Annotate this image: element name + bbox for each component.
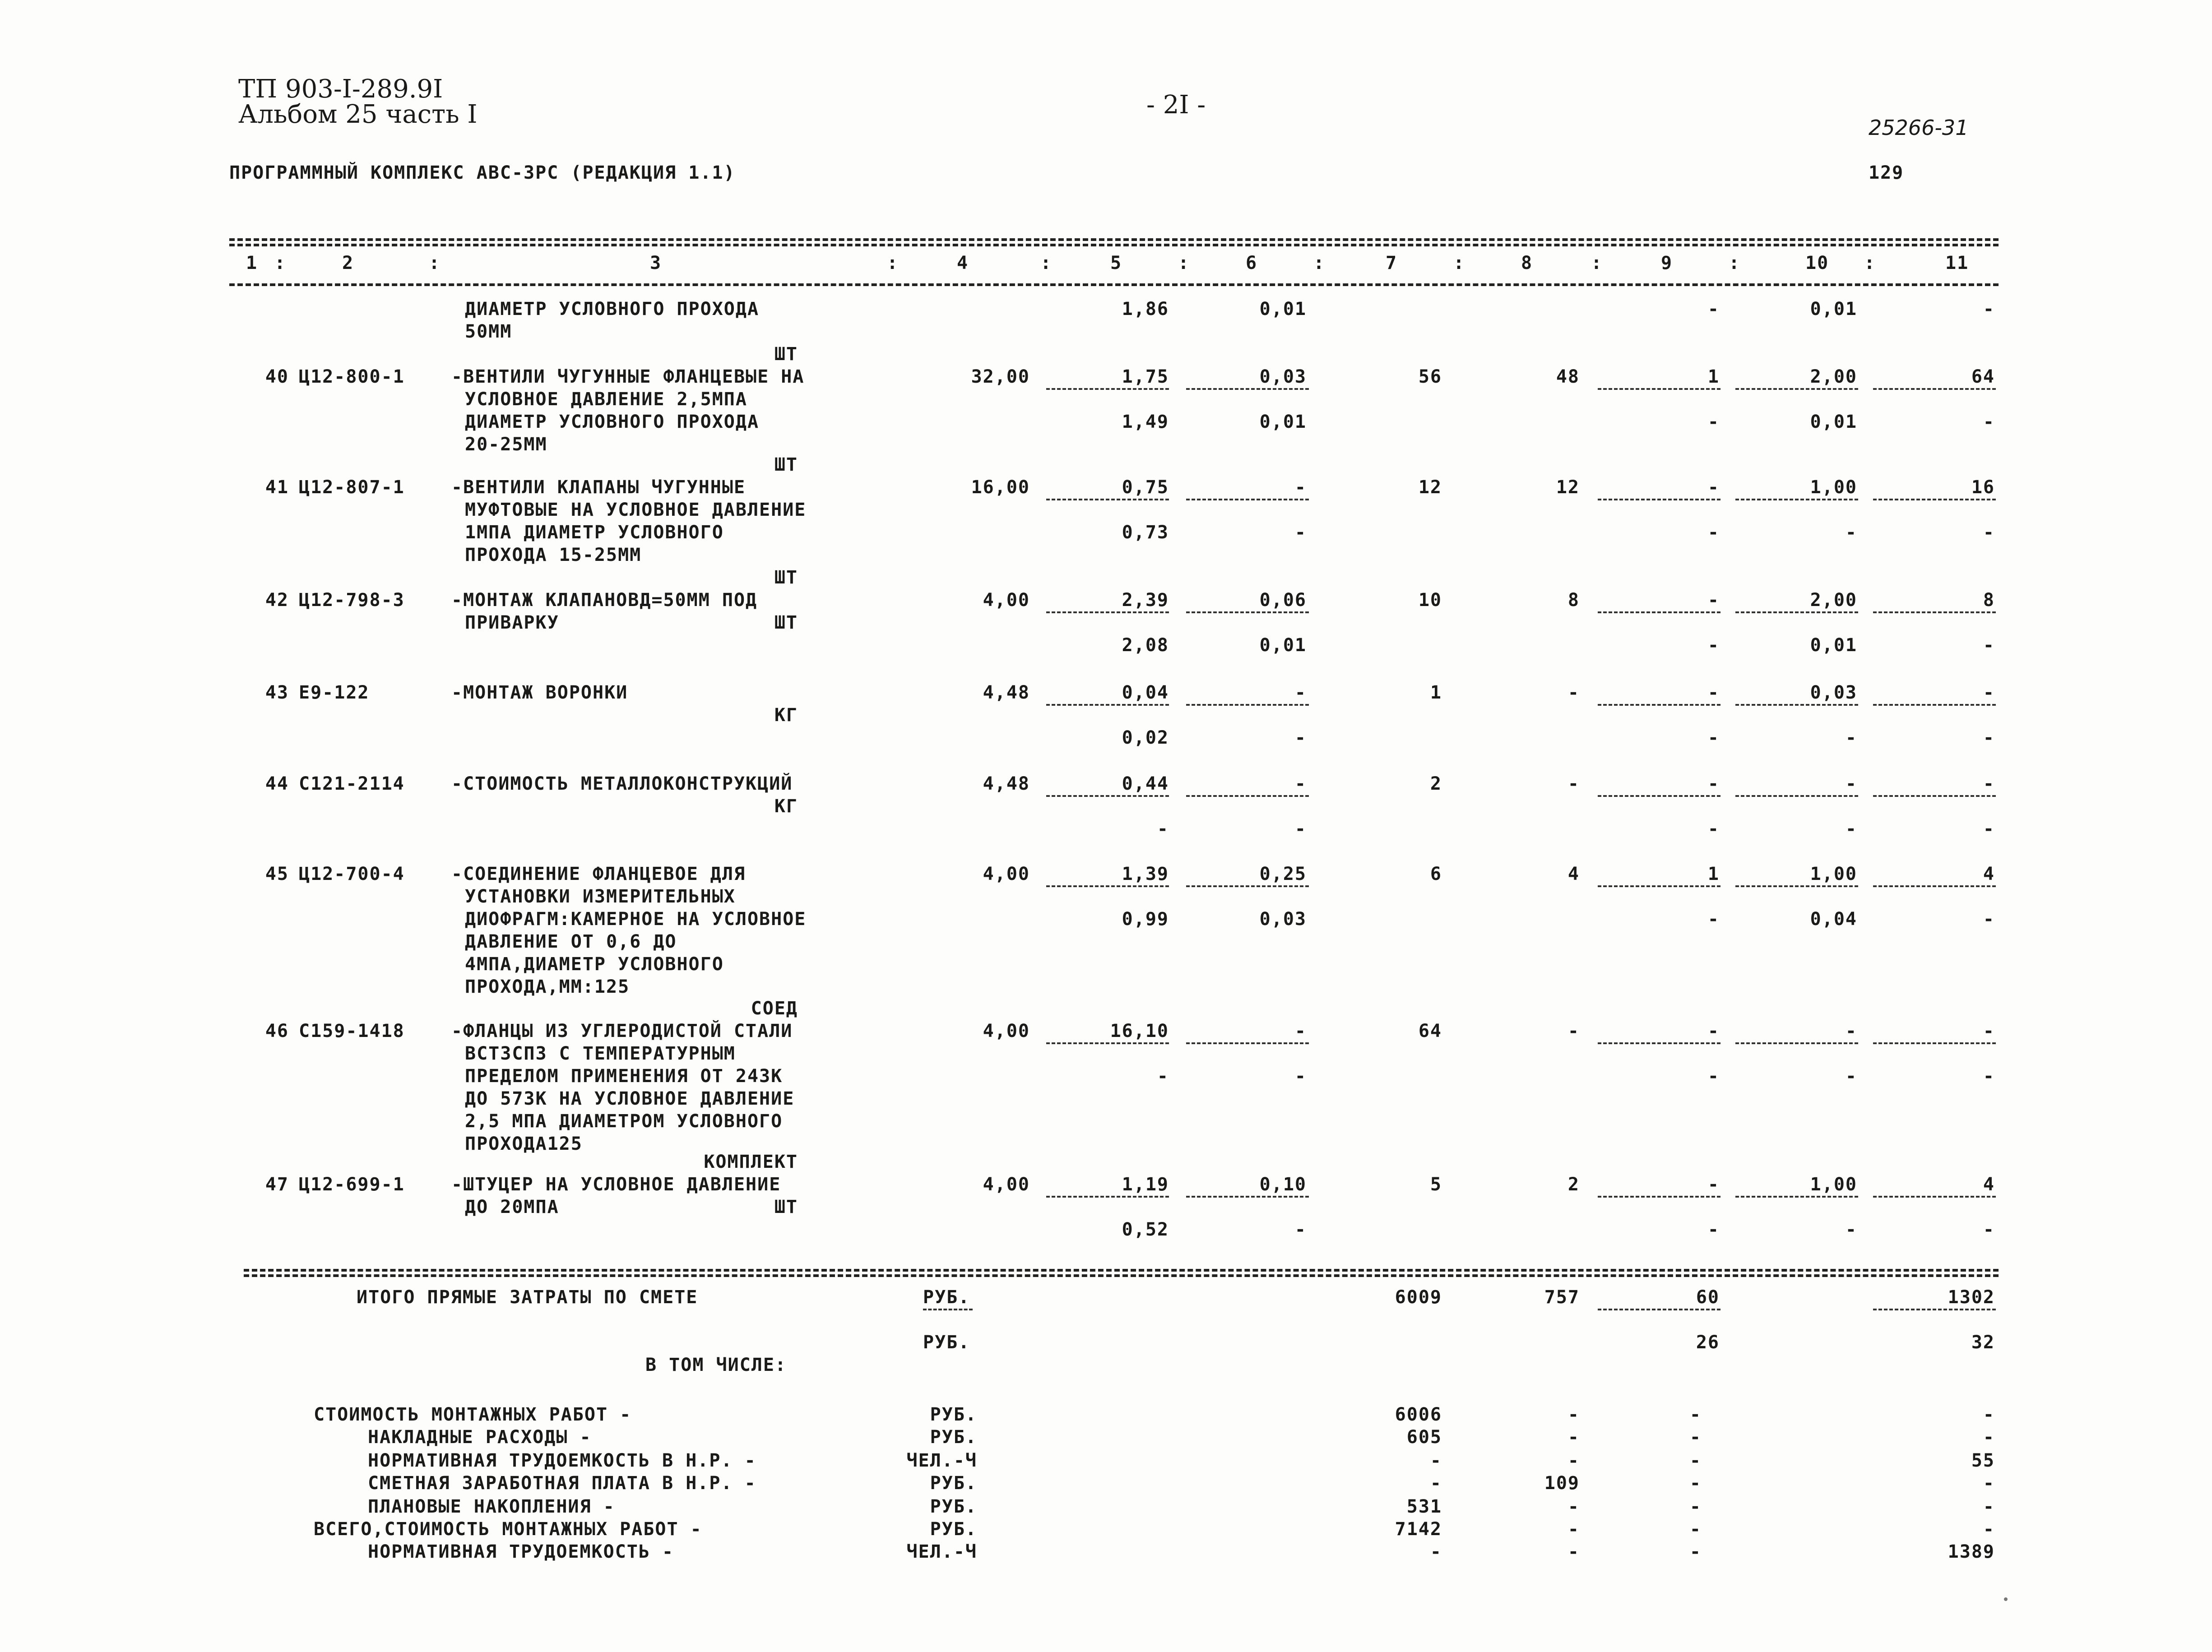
summary-col7: 7142 xyxy=(1395,1519,1442,1540)
column-header-10: 10 xyxy=(1805,253,1829,273)
row-divider-col6 xyxy=(1186,499,1309,500)
row-description-line: ПРОХОДА 15-25ММ xyxy=(465,545,642,565)
row-divider-col6 xyxy=(1186,795,1309,797)
row-divider-col6 xyxy=(1186,885,1309,887)
row-col9-sub: - xyxy=(1707,727,1720,748)
row-col8: - xyxy=(1567,773,1580,794)
row-description-line: 1МПА ДИАМЕТР УСЛОВНОГО xyxy=(465,522,724,543)
row-description-line: УСЛОВНОЕ ДАВЛЕНИЕ 2,5МПА xyxy=(465,389,747,410)
column-header-11: 11 xyxy=(1945,253,1969,273)
row-col6-sub: - xyxy=(1294,727,1307,748)
row-description-line: -ВЕНТИЛИ КЛАПАНЫ ЧУГУННЫЕ xyxy=(451,477,746,498)
row-col6: - xyxy=(1294,477,1307,498)
row-col6: 0,01 xyxy=(1259,299,1307,319)
row-col7: 56 xyxy=(1418,366,1442,387)
row-description-line: -СТОИМОСТЬ МЕТАЛЛОКОНСТРУКЦИЙ xyxy=(451,773,793,794)
summary-col9: - xyxy=(1689,1427,1702,1448)
row-description-line: МУФТОВЫЕ НА УСЛОВНОЕ ДАВЛЕНИЕ xyxy=(465,500,807,520)
row-col5-sub: 1,49 xyxy=(1122,412,1169,432)
summary-label: ПЛАНОВЫЕ НАКОПЛЕНИЯ - xyxy=(368,1496,615,1517)
totals-rule xyxy=(244,1269,1999,1272)
totals-col7: 6009 xyxy=(1395,1287,1442,1308)
column-header-sep: : xyxy=(429,253,441,273)
row-code: Ц12-807-1 xyxy=(299,477,405,498)
row-col9-sub: - xyxy=(1707,909,1720,930)
column-header-sep: : xyxy=(1729,253,1741,273)
summary-unit: РУБ. xyxy=(930,1473,977,1494)
row-col6: - xyxy=(1294,773,1307,794)
row-quantity: 4,48 xyxy=(983,773,1030,794)
row-col8: - xyxy=(1567,1021,1580,1041)
row-description-line: ДО 20МПА xyxy=(465,1197,559,1217)
row-col9-sub: - xyxy=(1707,522,1720,543)
summary-col9: - xyxy=(1689,1404,1702,1425)
row-number: 42 xyxy=(265,590,289,611)
row-col10: - xyxy=(1845,1021,1857,1041)
row-col10: - xyxy=(1845,773,1857,794)
row-col9-sub: - xyxy=(1707,1066,1720,1087)
row-divider-col6 xyxy=(1186,704,1309,706)
row-code: Ц12-700-4 xyxy=(299,864,405,884)
column-header-8: 8 xyxy=(1521,253,1533,273)
summary-label: ВСЕГО,СТОИМОСТЬ МОНТАЖНЫХ РАБОТ - xyxy=(314,1519,702,1540)
row-col11: 8 xyxy=(1983,590,1995,611)
row-col11-sub: - xyxy=(1983,819,1995,839)
row-col9: - xyxy=(1707,299,1720,319)
row-description-line: ПРОХОДА125 xyxy=(465,1134,583,1154)
row-col5-sub: 0,99 xyxy=(1122,909,1169,930)
row-col7: 64 xyxy=(1418,1021,1442,1041)
row-description-line: ДО 573К НА УСЛОВНОЕ ДАВЛЕНИЕ xyxy=(465,1088,795,1109)
row-col11-sub: - xyxy=(1983,1219,1995,1240)
row-col10-sub: 0,04 xyxy=(1810,909,1857,930)
sheet-number: 129 xyxy=(1869,162,1904,183)
row-description-line: -СОЕДИНЕНИЕ ФЛАНЦЕВОЕ ДЛЯ xyxy=(451,864,746,884)
totals-unit: РУБ. xyxy=(923,1287,970,1308)
summary-col11: - xyxy=(1983,1496,1995,1517)
row-unit: КОМПЛЕКТ xyxy=(704,1152,798,1172)
page-number: - 2I - xyxy=(1146,90,1206,120)
summary-unit: РУБ. xyxy=(930,1427,977,1448)
summary-label: НОРМАТИВНАЯ ТРУДОЕМКОСТЬ - xyxy=(368,1541,674,1562)
row-col11: - xyxy=(1983,1021,1995,1041)
row-divider-col11 xyxy=(1873,1196,1996,1198)
column-header-sep: : xyxy=(1040,253,1053,273)
row-col6-sub: 0,01 xyxy=(1259,412,1307,432)
row-col9-sub: - xyxy=(1707,1219,1720,1240)
row-col9-sub: - xyxy=(1707,635,1720,656)
row-col9: 1 xyxy=(1707,366,1720,387)
row-description-line: УСТАНОВКИ ИЗМЕРИТЕЛЬНЫХ xyxy=(465,886,736,907)
row-divider-col9 xyxy=(1598,795,1720,797)
row-unit: ШТ xyxy=(774,567,798,588)
row-col6: 0,10 xyxy=(1259,1174,1307,1195)
column-header-sep: : xyxy=(1864,253,1876,273)
row-col8: 4 xyxy=(1567,864,1580,884)
column-header-5: 5 xyxy=(1110,253,1122,273)
row-description-line: -ШТУЦЕР НА УСЛОВНОЕ ДАВЛЕНИЕ xyxy=(451,1174,781,1195)
row-quantity: 4,00 xyxy=(983,864,1030,884)
table-top-rule-2 xyxy=(229,244,1999,246)
row-col7: 2 xyxy=(1430,773,1442,794)
row-col9: - xyxy=(1707,477,1720,498)
row-divider-col10 xyxy=(1735,795,1858,797)
summary-col7: 531 xyxy=(1406,1496,1442,1517)
totals-divider-col9 xyxy=(1598,1309,1720,1310)
row-col9: - xyxy=(1707,682,1720,703)
row-col8: - xyxy=(1567,682,1580,703)
column-header-sep: : xyxy=(1313,253,1326,273)
summary-col9: - xyxy=(1689,1541,1702,1562)
row-divider-col9 xyxy=(1598,1042,1720,1044)
row-unit: ШТ xyxy=(774,1197,798,1217)
summary-col9: - xyxy=(1689,1450,1702,1471)
row-col10: 1,00 xyxy=(1810,1174,1857,1195)
summary-col7: 6006 xyxy=(1395,1404,1442,1425)
summary-label: НОРМАТИВНАЯ ТРУДОЕМКОСТЬ В Н.Р. - xyxy=(368,1450,756,1471)
row-col6-sub: - xyxy=(1294,1066,1307,1087)
row-col6-sub: 0,03 xyxy=(1259,909,1307,930)
row-col8: 12 xyxy=(1556,477,1580,498)
totals-unit-divider xyxy=(923,1309,973,1310)
row-divider-col9 xyxy=(1598,499,1720,500)
totals-label: ИТОГО ПРЯМЫЕ ЗАТРАТЫ ПО СМЕТЕ xyxy=(357,1287,698,1308)
row-col9: - xyxy=(1707,590,1720,611)
row-divider-col11 xyxy=(1873,388,1996,390)
column-header-sep: : xyxy=(274,253,287,273)
summary-col8: - xyxy=(1567,1519,1580,1540)
summary-col11: - xyxy=(1983,1473,1995,1494)
column-header-sep: : xyxy=(887,253,899,273)
totals-col11-sub: 32 xyxy=(1971,1332,1995,1353)
row-divider-col10 xyxy=(1735,704,1858,706)
row-col10: 2,00 xyxy=(1810,366,1857,387)
row-divider-col6 xyxy=(1186,1196,1309,1198)
row-col7: 6 xyxy=(1430,864,1442,884)
row-col11: 4 xyxy=(1983,864,1995,884)
row-col5: 16,10 xyxy=(1110,1021,1169,1041)
row-divider-col6 xyxy=(1186,1042,1309,1044)
column-header-7: 7 xyxy=(1386,253,1398,273)
table-top-rule xyxy=(229,238,1999,241)
album-info: Альбом 25 часть I xyxy=(238,100,478,129)
row-col11: - xyxy=(1983,299,1995,319)
summary-col11: 55 xyxy=(1971,1450,1995,1471)
summary-col9: - xyxy=(1689,1473,1702,1494)
row-divider-col10 xyxy=(1735,388,1858,390)
row-col11-sub: - xyxy=(1983,1066,1995,1087)
row-divider-col11 xyxy=(1873,499,1996,500)
summary-col11: - xyxy=(1983,1404,1995,1425)
row-description-line: ДАВЛЕНИЕ ОТ 0,6 ДО xyxy=(465,931,677,952)
row-divider-col5 xyxy=(1046,795,1169,797)
row-col6: - xyxy=(1294,1021,1307,1041)
row-col6: 0,25 xyxy=(1259,864,1307,884)
row-unit: ШТ xyxy=(774,612,798,633)
row-unit: КГ xyxy=(774,796,798,817)
row-unit: КГ xyxy=(774,705,798,726)
row-description-line: ПРЕДЕЛОМ ПРИМЕНЕНИЯ ОТ 243К xyxy=(465,1066,783,1087)
row-col9: - xyxy=(1707,1021,1720,1041)
row-quantity: 4,48 xyxy=(983,682,1030,703)
row-col11: - xyxy=(1983,682,1995,703)
totals-unit-sub: РУБ. xyxy=(923,1332,970,1353)
including-heading: В ТОМ ЧИСЛЕ: xyxy=(645,1355,787,1375)
column-header-4: 4 xyxy=(957,253,969,273)
summary-label: СМЕТНАЯ ЗАРАБОТНАЯ ПЛАТА В Н.Р. - xyxy=(368,1473,756,1494)
row-divider-col9 xyxy=(1598,885,1720,887)
row-description-line: 20-25ММ xyxy=(465,434,547,455)
row-divider-col9 xyxy=(1598,611,1720,613)
summary-col11: 1389 xyxy=(1948,1541,1995,1562)
summary-col7: - xyxy=(1430,1450,1442,1471)
row-col6-sub: - xyxy=(1294,522,1307,543)
row-col5-sub: 0,52 xyxy=(1122,1219,1169,1240)
row-divider-col5 xyxy=(1046,1042,1169,1044)
row-quantity: 4,00 xyxy=(983,590,1030,611)
row-description-line: ПРОХОДА,ММ:125 xyxy=(465,976,630,997)
row-col6-sub: - xyxy=(1294,1219,1307,1240)
summary-label: НАКЛАДНЫЕ РАСХОДЫ - xyxy=(368,1427,592,1448)
row-col11: - xyxy=(1983,773,1995,794)
row-divider-col5 xyxy=(1046,1196,1169,1198)
totals-col8: 757 xyxy=(1544,1287,1580,1308)
totals-col11: 1302 xyxy=(1948,1287,1995,1308)
summary-col7: 605 xyxy=(1406,1427,1442,1448)
row-col5: 2,39 xyxy=(1122,590,1169,611)
row-divider-col11 xyxy=(1873,704,1996,706)
row-divider-col10 xyxy=(1735,1196,1858,1198)
table-header-rule xyxy=(229,283,1999,286)
row-col11-sub: - xyxy=(1983,635,1995,656)
summary-col11: - xyxy=(1983,1427,1995,1448)
row-divider-col11 xyxy=(1873,795,1996,797)
row-col5: 1,75 xyxy=(1122,366,1169,387)
row-col10-sub: - xyxy=(1845,1066,1857,1087)
row-divider-col9 xyxy=(1598,704,1720,706)
row-col9-sub: - xyxy=(1707,412,1720,432)
row-col10-sub: - xyxy=(1845,727,1857,748)
row-col9: 1 xyxy=(1707,864,1720,884)
row-divider-col10 xyxy=(1735,885,1858,887)
row-description-line: ДИАМЕТР УСЛОВНОГО ПРОХОДА xyxy=(465,299,760,319)
row-number: 44 xyxy=(265,773,289,794)
row-code: Ц12-800-1 xyxy=(299,366,405,387)
row-col8: 48 xyxy=(1556,366,1580,387)
row-col10: 2,00 xyxy=(1810,590,1857,611)
row-description-line: -МОНТАЖ КЛАПАНОВД=50ММ ПОД xyxy=(451,590,758,611)
summary-label: СТОИМОСТЬ МОНТАЖНЫХ РАБОТ - xyxy=(314,1404,632,1425)
row-col5: 1,39 xyxy=(1122,864,1169,884)
row-col6-sub: - xyxy=(1294,819,1307,839)
row-col11-sub: - xyxy=(1983,522,1995,543)
summary-col8: - xyxy=(1567,1427,1580,1448)
row-col9-sub: - xyxy=(1707,819,1720,839)
row-number: 43 xyxy=(265,682,289,703)
row-divider-col5 xyxy=(1046,499,1169,500)
row-col10-sub: 0,01 xyxy=(1810,635,1857,656)
column-header-sep: : xyxy=(1178,253,1190,273)
totals-rule-2 xyxy=(244,1274,1999,1277)
row-col10-sub: - xyxy=(1845,1219,1857,1240)
row-col8: 8 xyxy=(1567,590,1580,611)
row-col9: - xyxy=(1707,1174,1720,1195)
summary-unit: РУБ. xyxy=(930,1519,977,1540)
row-col11-sub: - xyxy=(1983,909,1995,930)
row-col11: 64 xyxy=(1971,366,1995,387)
row-number: 45 xyxy=(265,864,289,884)
row-col8: 2 xyxy=(1567,1174,1580,1195)
row-col10-sub: - xyxy=(1845,819,1857,839)
row-divider-col6 xyxy=(1186,388,1309,390)
column-header-sep: : xyxy=(1453,253,1465,273)
row-col10-sub: - xyxy=(1845,522,1857,543)
summary-unit: ЧЕЛ.-Ч xyxy=(906,1541,977,1562)
doc-code: ТП 903-I-289.9I xyxy=(238,74,443,104)
row-col5: 0,04 xyxy=(1122,682,1169,703)
row-description-line: -ФЛАНЦЫ ИЗ УГЛЕРОДИСТОЙ СТАЛИ xyxy=(451,1021,793,1041)
row-description-line: -ВЕНТИЛИ ЧУГУННЫЕ ФЛАНЦЕВЫЕ НА xyxy=(451,366,805,387)
row-col7: 10 xyxy=(1418,590,1442,611)
row-description-line: -МОНТАЖ ВОРОНКИ xyxy=(451,682,628,703)
row-description-line: ПРИВАРКУ xyxy=(465,612,559,633)
row-divider-col11 xyxy=(1873,885,1996,887)
row-col5: 1,86 xyxy=(1122,299,1169,319)
summary-col7: - xyxy=(1430,1473,1442,1494)
row-col6: 0,06 xyxy=(1259,590,1307,611)
row-code: С159-1418 xyxy=(299,1021,405,1041)
row-divider-col5 xyxy=(1046,388,1169,390)
row-col7: 12 xyxy=(1418,477,1442,498)
summary-col9: - xyxy=(1689,1519,1702,1540)
row-divider-col5 xyxy=(1046,611,1169,613)
row-col10-sub: 0,01 xyxy=(1810,412,1857,432)
row-col7: 1 xyxy=(1430,682,1442,703)
row-col10: 0,01 xyxy=(1810,299,1857,319)
summary-col8: - xyxy=(1567,1541,1580,1562)
totals-col9: 60 xyxy=(1696,1287,1720,1308)
row-description-line: ДИОФРАГМ:КАМЕРНОЕ НА УСЛОВНОЕ xyxy=(465,909,807,930)
row-col5-sub: 2,08 xyxy=(1122,635,1169,656)
row-divider-col5 xyxy=(1046,704,1169,706)
totals-divider-col11 xyxy=(1873,1309,1996,1310)
scan-speck xyxy=(2004,1597,2008,1601)
column-header-sep: : xyxy=(1591,253,1603,273)
row-divider-col10 xyxy=(1735,499,1858,500)
column-header-9: 9 xyxy=(1661,253,1673,273)
row-unit: ШТ xyxy=(774,454,798,475)
row-quantity: 16,00 xyxy=(971,477,1030,498)
summary-col7: - xyxy=(1430,1541,1442,1562)
summary-unit: РУБ. xyxy=(930,1404,977,1425)
archive-number: 25266-31 xyxy=(1869,116,1969,140)
row-description-line: 50ММ xyxy=(465,321,512,342)
row-col9: - xyxy=(1707,773,1720,794)
row-divider-col11 xyxy=(1873,611,1996,613)
row-col6: 0,03 xyxy=(1259,366,1307,387)
column-header-3: 3 xyxy=(650,253,662,273)
row-unit: СОЕД xyxy=(751,998,798,1019)
row-description-line: 4МПА,ДИАМЕТР УСЛОВНОГО xyxy=(465,954,724,975)
column-header-6: 6 xyxy=(1246,253,1258,273)
row-col5-sub: 0,73 xyxy=(1122,522,1169,543)
row-col5: 1,19 xyxy=(1122,1174,1169,1195)
row-col6-sub: 0,01 xyxy=(1259,635,1307,656)
row-number: 46 xyxy=(265,1021,289,1041)
row-number: 41 xyxy=(265,477,289,498)
row-code: Ц12-798-3 xyxy=(299,590,405,611)
summary-col9: - xyxy=(1689,1496,1702,1517)
row-col10: 1,00 xyxy=(1810,864,1857,884)
row-unit: ШТ xyxy=(774,344,798,365)
row-col10: 0,03 xyxy=(1810,682,1857,703)
summary-col8: 109 xyxy=(1544,1473,1580,1494)
row-quantity: 32,00 xyxy=(971,366,1030,387)
row-col11-sub: - xyxy=(1983,412,1995,432)
row-col5-sub: - xyxy=(1157,1066,1169,1087)
row-divider-col11 xyxy=(1873,1042,1996,1044)
summary-col8: - xyxy=(1567,1450,1580,1471)
row-quantity: 4,00 xyxy=(983,1174,1030,1195)
row-col7: 5 xyxy=(1430,1174,1442,1195)
row-divider-col9 xyxy=(1598,1196,1720,1198)
row-number: 47 xyxy=(265,1174,289,1195)
summary-col11: - xyxy=(1983,1519,1995,1540)
row-divider-col5 xyxy=(1046,885,1169,887)
column-header-2: 2 xyxy=(342,253,354,273)
summary-unit: РУБ. xyxy=(930,1496,977,1517)
row-col5-sub: - xyxy=(1157,819,1169,839)
row-col11: 4 xyxy=(1983,1174,1995,1195)
row-col11: 16 xyxy=(1971,477,1995,498)
row-col11-sub: - xyxy=(1983,727,1995,748)
column-header-1: 1 xyxy=(246,253,258,273)
row-description-line: ВСТ3СП3 С ТЕМПЕРАТУРНЫМ xyxy=(465,1043,736,1064)
program-title: ПРОГРАММНЫЙ КОМПЛЕКС АВС-3РС (РЕДАКЦИЯ 1.1) xyxy=(229,162,736,183)
summary-col8: - xyxy=(1567,1496,1580,1517)
summary-unit: ЧЕЛ.-Ч xyxy=(906,1450,977,1471)
totals-col9-sub: 26 xyxy=(1696,1332,1720,1353)
row-divider-col10 xyxy=(1735,1042,1858,1044)
row-divider-col6 xyxy=(1186,611,1309,613)
row-quantity: 4,00 xyxy=(983,1021,1030,1041)
row-code: Ц12-699-1 xyxy=(299,1174,405,1195)
row-col10: 1,00 xyxy=(1810,477,1857,498)
row-col6: - xyxy=(1294,682,1307,703)
row-code: С121-2114 xyxy=(299,773,405,794)
row-divider-col10 xyxy=(1735,611,1858,613)
summary-col8: - xyxy=(1567,1404,1580,1425)
row-col5: 0,75 xyxy=(1122,477,1169,498)
row-divider-col9 xyxy=(1598,388,1720,390)
row-description-line: 2,5 МПА ДИАМЕТРОМ УСЛОВНОГО xyxy=(465,1111,783,1132)
row-description-line: ДИАМЕТР УСЛОВНОГО ПРОХОДА xyxy=(465,412,760,432)
row-col5-sub: 0,02 xyxy=(1122,727,1169,748)
row-col5: 0,44 xyxy=(1122,773,1169,794)
row-code: Е9-122 xyxy=(299,682,370,703)
row-number: 40 xyxy=(265,366,289,387)
